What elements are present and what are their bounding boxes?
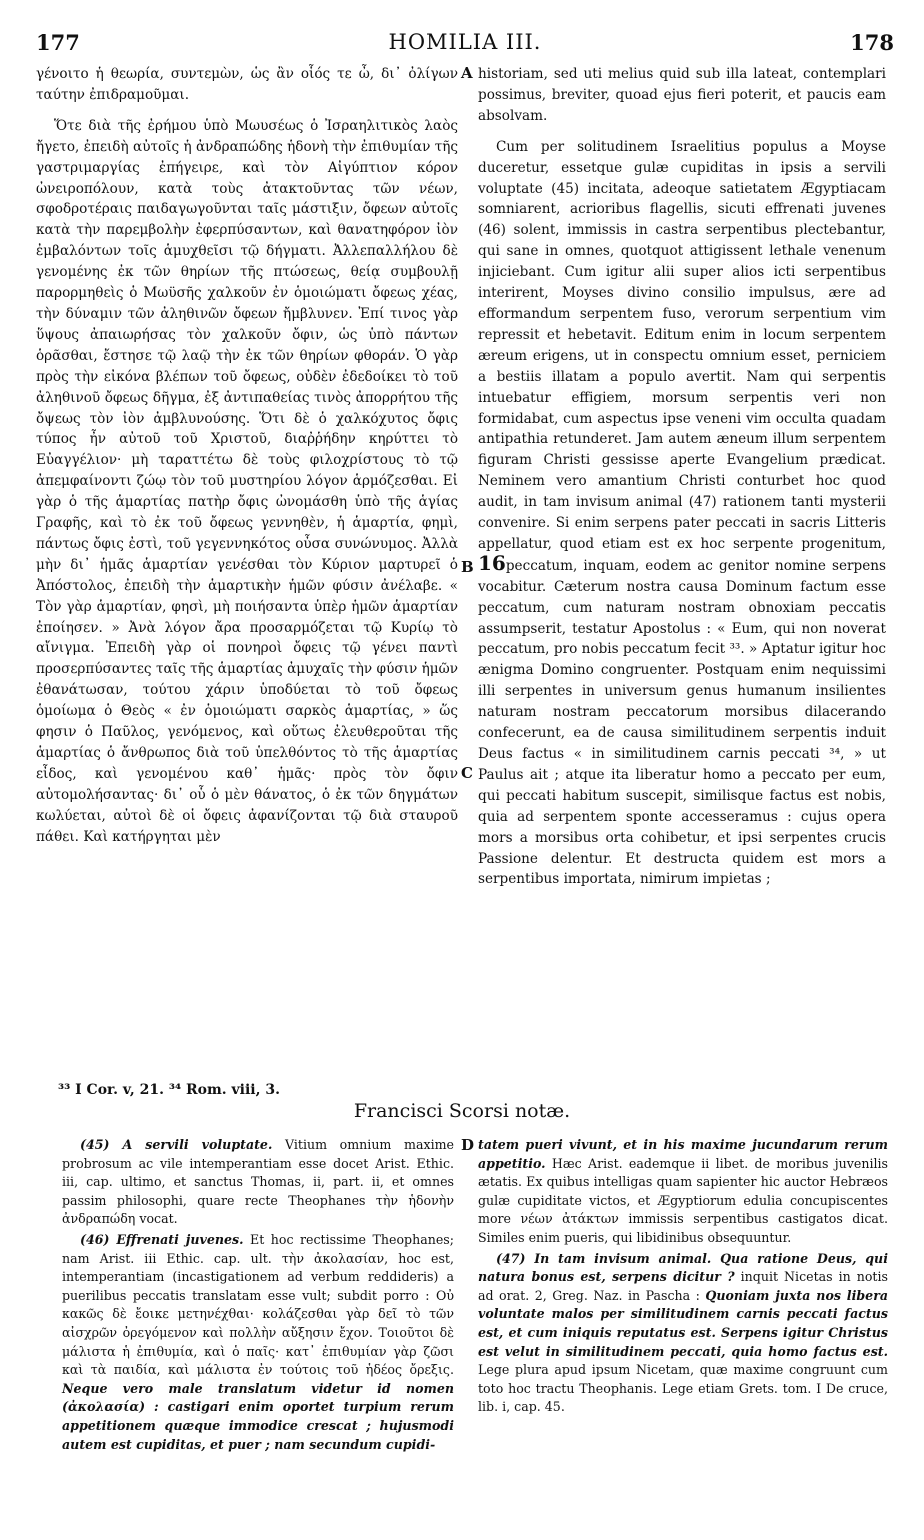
greek-paragraph-2: Ὅτε διὰ τῆς ἐρήμου ὑπὸ Μωυσέως ὁ Ἰσραηλιτικὸς λαὸς ἤγετο, ἐπειδὴ αὐτοῖς ἡ ἀνδραπώδης ἡδονὴ τὴν ἐπιθυμίαν τῆς γαστριμαργίας ἐπήγειρε, καὶ τὸν Αἰγύπτιον κόρον ὠνειροπόλουν, κατὰ τοὺς ἀτακτοῦντας τῶν νέων, σφοδροτέραις παιδαγωγοῦνται ταῖς μάστιξιν, ὄφεων αὐτοῖς κατὰ τὴν παρεμβολὴν ἐφερπύσαντων, καὶ θανατηφόρον ἰὸν ἐμβαλόντων τοῖς ἁμυχθεῖσι τῷ δήγματι. Ἀλλεπαλλήλου δὲ γενομένης ἐκ τῶν θηρίων τῆς πτώσεως, θείᾳ συμβουλῇ παρορμηθεὶς ὁ Μωϋσῆς χαλκοῦν ἐν ὁμοιώματι ὄφεως χέας, τὴν δύναμιν τῶν ἀληθινῶν ὄφεων ἤμβλυνεν. Ἐπί τινος γὰρ ὕψους ἀπαιωρήσας τὸν χαλκοῦν ὄφιν, ὡς ὑπὸ πάντων ὁρᾶσθαι, ἔστησε τῷ λαῷ τὴν ἐκ τῶν θηρίων φθοράν. Ὁ γὰρ πρὸς τὴν εἰκόνα βλέπων τοῦ ὄφεως, οὐδὲν ἐδεδοίκει τὸ τοῦ ἀληθινοῦ ὄφεως δῆγμα, ἐξ ἀντιπαθείας τινὸς ἀπορρήτου τῆς ὄψεως τὸν ἰὸν ἀμβλυνούσης. Ὅτι δὲ ὁ χαλκόχυτος ὄφις τύπος ἦν αὐτοῦ τοῦ Χριστοῦ, διαῤῥήδην κηρύττει τὸ Εὐαγγέλιον· μὴ ταραττέτω δὲ τοὺς φιλοχρίστους τὸ τῷ ἀπεμφαίνοντι ζώῳ τὸν τοῦ μυστηρίου λόγον ἁρμόζεσθαι. Εἰ γὰρ ὁ τῆς ἁμαρτίας πατὴρ ὄφις ὠνομάσθη ὑπὸ τῆς ἁγίας Γραφῆς, καὶ τὸ ἐκ τοῦ ὄφεως γεννηθὲν, ἡ ἁμαρτία, φημὶ, πάντως ὄφις ἐστὶ, τοῦ γεγεννηκότος οὖσα συνώνυμος. Ἀλλὰ μὴν δι᾽ ἡμᾶς ἁμαρτίαν γενέσθαι τὸν Κύριον μαρτυρεῖ ὁ Ἀπόστολος, ἐπειδὴ τὴν ἁμαρτικὴν ἡμῶν φύσιν ἀνέλαβε. « Τὸν γὰρ ἁμαρτίαν, φησὶ, μὴ ποιήσαντα ὑπὲρ ἡμῶν ἁμαρτίαν ἐποίησεν. » Ἀνὰ λόγον ἄρα προσαρμόζεται τῷ Κυρίῳ τὸ αἴνιγμα. Ἐπειδὴ γὰρ οἱ πονηροὶ ὄφεις τῷ γένει παντὶ προσερπύσαντες ταῖς τῆς ἁμαρτίας ἀμυχαῖς τὴν φύσιν ἡμῶν ἐθανάτωσαν, τούτου χάριν ὑποδύεται τὸ τοῦ ὄφεως ὁμοίωμα ὁ Θεὸς « ἐν ὁμοιώματι σαρκὸς ἁμαρτίας, » ὥς φησιν ὁ Παῦλος, γενόμενος, καὶ οὕτως ἐλευθεροῦται τῆς ἁμαρτίας ὁ ἄνθρωπος διὰ τοῦ ὑπελθόντος τὸ τῆς ἁμαρτίας εἶδος, καὶ γενομένου καθ᾽ ἡμᾶς· πρὸς τὸν ὄφιν αὐτομολήσαντας· δι᾽ οὗ ὁ μὲν θάνατος, ὁ ἐκ τῶν δηγμάτων κωλύεται, αὐτοὶ δὲ οἱ ὄφεις ἀφανίζονται τῷ διὰ σταυροῦ πάθει. Καὶ κατήργηται μὲν xyxy=(36,117,458,845)
note-46-label: (46) Effrenati juvenes. xyxy=(80,1231,244,1247)
page-number-left: 177 xyxy=(36,30,80,55)
footnote-references: ³³ I Cor. v, 21. ³⁴ Rom. viii, 3. xyxy=(58,1082,280,1098)
note-47-text-b: Lege plura apud ipsum Nicetam, quæ maxime congruunt cum toto hoc tractu Theophanis. Lege etiam Grets. tom. I De cruce, lib. i, cap. 45. xyxy=(478,1362,888,1415)
margin-letter-c: C xyxy=(461,764,473,782)
latin-text-column xyxy=(478,64,886,890)
running-head xyxy=(36,30,894,60)
note-47-text-a: inquit Nicetas in notis ad orat. 2, Greg. Naz. in Pascha : xyxy=(478,1269,888,1303)
note-47-label: (47) In tam invisum animal. Qua ratione Deus, qui natura bonus est, serpens dicitur ? xyxy=(478,1250,888,1285)
page-number-right: 178 xyxy=(850,30,894,55)
note-46-text: Et hoc rectissime Theophanes; nam Arist. iii Ethic. cap. ult. τὴν ἀκολασίαν, hoc est, intemperantiam (incastigationem ad verbum reddideris) a puerilibus peccatis translatam esse vult; subdit porro : Οὐ κακῶς δὲ ἔοικε μετηνέχθαι· κολάζεσθαι γὰρ δεῖ τὸ τῶν αἰσχρῶν ὀρεγόμενον καὶ πολλὴν αὔξησιν ἔχον. Τοιοῦτοι δὲ μάλιστα ἡ ἐπιθυμία, καὶ ὁ παῖς· κατ᾽ ἐπιθυμίαν γὰρ ζῶσι καὶ τὰ παιδία, καὶ μάλιστα ἐν τούτοις τοῦ ἡδέος ὄρεξις. xyxy=(62,1231,454,1378)
notes-column-right xyxy=(478,1136,888,1417)
note-45-text: Vitium omnium maxime probrosum ac vile intemperantiam esse docet Arist. Ethic. iii, cap. ultimo, et sanctus Thomas, ii, part. ii, et omnes passim philosophi, quare recte Theophanes τὴν ἡδονὴν ἀνδραπώδη vocat. xyxy=(62,1137,454,1227)
latin-paragraph-2a: Cum per solitudinem Israelitius populus a Moyse duceretur, essetque gulæ cupiditas in ipsis a servili voluptate (45) incitata, adeoque satietatem Ægyptiacam somniarent, acrioribus flagellis, sicuti effrenati juvenes (46) solent, immissis in castra serpentibus plectebantur, qui sane in omnes, quotquot attigissent lethale venenum injiciebant. Cum igitur alii super alios icti serpentibus interirent, Moyses divino consilio impulsus, ære ad efformandum serpentem fuso, verorum serpentium vim repressit et hebetavit. Editum enim in locum serpentem æreum erigens, ut in conspectu omnium esset, perniciem a bestiis illatam a populo avertit. Nam qui serpentis intuebatur effigiem, morsum serpentis veri non formidabat, cum aspectus ipse veneni vim occulta quadam antipathia retunderet. Jam autem æneum illum serpentem figuram Christi gessisse aperte Evangelium prædicat. Neminem vero amantium Christi conturbet hoc quod audit, in tam invisum animal (47) rationem tanti mysterii convenire. Si enim serpens pater peccati in sacris Litteris appellatur, quod etiam est ex hoc serpente progenitum, xyxy=(478,138,886,552)
column-number: 16 xyxy=(478,550,506,575)
latin-paragraph-1: historiam, sed uti melius quid sub illa lateat, contemplari possimus, breviter, quoad ejus fieri poterit, et paucis eam absolvam. xyxy=(478,66,886,124)
greek-paragraph-1: γένοιτο ἡ θεωρία, συντεμὼν, ὡς ἂν οἷός τε ὦ, δι᾽ ὀλίγων ταύτην ἐπιδραμοῦμαι. xyxy=(36,66,458,103)
note-47-italic: Quoniam juxta nos libera voluntate malos per similitudinem carnis peccati factus est, et cum iniquis reputatus est. Serpens igitur Christus est velut in similitudinem peccati, quia homo factus est. xyxy=(478,1287,888,1359)
note-46 xyxy=(62,1231,454,1454)
latin-paragraph-2b: peccatum, inquam, eodem ac genitor nomine serpens vocabitur. Cæterum nostra causa Dominum factum esse peccatum, cum naturam nostram obnoxiam peccatis assumpserit, testatur Apostolus : « Eum, qui non noverat peccatum, pro nobis peccatum fecit ³³. » Aptatur igitur hoc ænigma Domino congruenter. Postquam enim nequissimi illi serpentes in universum genus humanum insilientes naturam nostram peccatorum morsibus dilacerando confecerunt, ea de causa similitudinem serpentis induit Deus factus « in similitudinem carnis peccati ³⁴, » ut Paulus ait ; atque ita liberatur homo a peccato per eum, qui peccati habitum suscepit, similisque factus est nobis, quia ad serpentem sponte accesseramus : cujus opera mors a morsibus orta cohibetur, et ipsi serpentes crucis Passione delentur. Et destructa quidem est mors a serpentibus importata, nimirum impietas ; xyxy=(478,557,886,888)
note-46-cont-text: Hæc Arist. eademque ii libet. de moribus juvenilis ætatis. Ex quibus intelligas quam sapienter hic auctor Hebræos gulæ cupiditate victos, et Ægyptiorum edulia concupiscentes more νέων ἀτάκτων immissis serpentibus castigatos dicat. Similes enim pueris, qui libidinibus obsequuntur. xyxy=(478,1155,888,1245)
margin-letter-d: D xyxy=(461,1136,475,1154)
note-46-continued xyxy=(478,1136,888,1248)
note-45 xyxy=(62,1136,454,1229)
margin-letter-a: A xyxy=(461,64,473,82)
note-45-label: (45) A servili voluptate. xyxy=(80,1137,273,1152)
notes-column-left xyxy=(62,1136,454,1454)
running-title: HOMILIA III. xyxy=(388,30,542,54)
note-47 xyxy=(478,1250,888,1417)
notes-title: Francisci Scorsi notæ. xyxy=(353,1100,571,1122)
note-46-cont-italic: tatem pueri vivunt, et in his maxime jucundarum rerum appetitio. xyxy=(478,1137,888,1171)
greek-text-column xyxy=(36,64,458,848)
margin-letter-b: B xyxy=(461,558,474,576)
note-46-italic: Neque vero male translatum videtur id nomen (ἀκολασία) : castigari enim oportet turpium rerum appetitionem quæque immodice crescat ; hujusmodi autem est cupiditas, et puer ; nam secundum cupidi- xyxy=(62,1380,454,1452)
latin-paragraph-2 xyxy=(478,137,886,891)
